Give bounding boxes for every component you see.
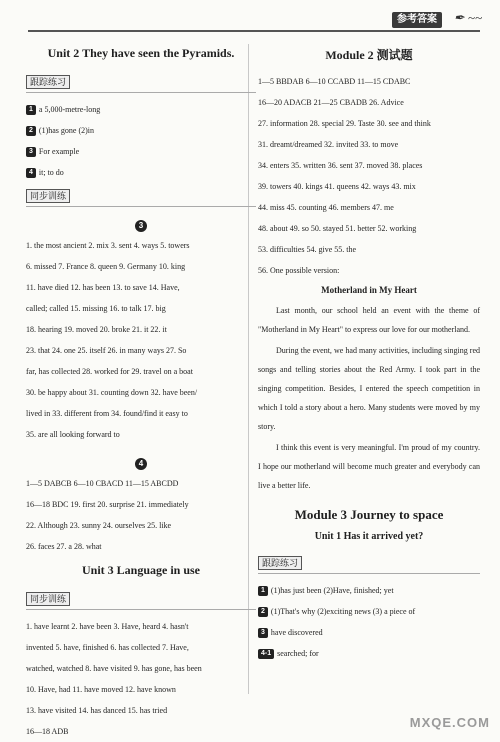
list-item: 2 (1)That's why (2)exciting news (3) a piece of	[258, 601, 480, 622]
answer-line: 44. miss 45. counting 46. members 47. me	[258, 203, 394, 212]
module2-test-title: Module 2 测试题	[325, 48, 413, 62]
essay-paragraph: I think this event is very meaningful. I'm proud of my country. I hope our motherland will become much greater and everybody can live a better life.	[258, 443, 480, 490]
answer-line: 11. have died 12. has been 13. to save 14. Have,	[26, 283, 180, 292]
section-3-answers	[26, 235, 256, 445]
answer-line: 34. enters 35. written 36. sent 37. moved 38. places	[258, 161, 423, 170]
section-4-answers	[26, 473, 256, 557]
list-item: 1 (1)has just been (2)Have, finished; yet	[258, 580, 480, 601]
sync-training-tag: 同步训练	[26, 189, 70, 203]
essay-paragraph: During the event, we had many activities, including singing red songs and telling stories about the Red Army. I took part in the singing competition. Besides, I entered the speech competition in which I told a story about a hero. Many students were moved by my story.	[258, 346, 480, 431]
list-item: 3 For example	[26, 141, 256, 162]
answer-key-badge: 参考答案	[392, 12, 442, 28]
answer-line: watched, watched 8. have visited 9. has gone, has been	[26, 664, 202, 673]
right-column	[258, 44, 480, 664]
answer-line: 39. towers 40. kings 41. queens 42. ways 43. mix	[258, 182, 416, 191]
page-header	[0, 0, 500, 36]
answer-line: 1. the most ancient 2. mix 3. sent 4. ways 5. towers	[26, 241, 190, 250]
answer-line: 31. dreamt/dreamed 32. invited 33. to move	[258, 140, 399, 149]
answer-line: lived in 33. different from 34. found/find it easy to	[26, 409, 188, 418]
tracking-answers-2	[258, 580, 480, 664]
tracking-practice-tag-2: 跟踪练习	[258, 556, 302, 570]
answer-line: far, has collected 28. worked for 29. travel on a boat	[26, 367, 193, 376]
answer-line: called; called 15. missing 16. to talk 17. big	[26, 304, 166, 313]
module2-answers	[258, 71, 480, 281]
answer-line: 6. missed 7. France 8. queen 9. Germany 10. king	[26, 262, 186, 271]
tracking-practice-tag: 跟踪练习	[26, 75, 70, 89]
brand-logo-icon: ✒ ~~	[453, 10, 482, 25]
answer-line: 10. Have, had 11. have moved 12. have known	[26, 685, 176, 694]
answer-line: 22. Although 23. sunny 24. ourselves 25. like	[26, 521, 172, 530]
answer-line: 23. that 24. one 25. itself 26. in many ways 27. So	[26, 346, 187, 355]
answer-line: 16—18 ADB	[26, 727, 69, 736]
module3-title: Module 3 Journey to space	[294, 507, 444, 522]
list-item: 4-1 searched; for	[258, 643, 480, 664]
list-item: 3 have discovered	[258, 622, 480, 643]
tracking-answers-1	[26, 99, 256, 183]
answer-line: 16—20 ADACB 21—25 CBADB 26. Advice	[258, 98, 404, 107]
answer-line: 53. difficulties 54. give 55. the	[258, 245, 357, 254]
answer-line: 27. information 28. special 29. Taste 30. see and think	[258, 119, 431, 128]
answer-line: 30. be happy about 31. counting down 32. have been/	[26, 388, 198, 397]
header-rule	[28, 30, 480, 32]
section-4-marker: 4	[26, 453, 256, 471]
sync-training-tag-2: 同步训练	[26, 592, 70, 606]
answer-line: 48. about 49. so 50. stayed 51. better 52. working	[258, 224, 417, 233]
answer-line: 1—5 BBDAB 6—10 CCABD 11—15 CDABC	[258, 77, 411, 86]
answer-line: 56. One possible version:	[258, 266, 340, 275]
list-item: 4 it; to do	[26, 162, 256, 183]
answer-line: 13. have visited 14. has danced 15. has tried	[26, 706, 168, 715]
answer-line: 16—18 BDC 19. first 20. surprise 21. immediately	[26, 500, 189, 509]
essay-body	[258, 301, 480, 495]
left-column	[26, 44, 256, 742]
answer-line: 1. have learnt 2. have been 3. Have, heard 4. hasn't	[26, 622, 189, 631]
answer-line: 1—5 DABCB 6—10 CBACD 11—15 ABCDD	[26, 479, 179, 488]
list-item: 1 a 5,000-metre-long	[26, 99, 256, 120]
section-3-marker: 3	[26, 215, 256, 233]
answer-line: 26. faces 27. a 28. what	[26, 542, 102, 551]
answer-line: 35. are all looking forward to	[26, 430, 120, 439]
section-5-answers	[26, 616, 256, 742]
answer-line: 18. hearing 19. moved 20. broke 21. it 22. it	[26, 325, 167, 334]
essay-title: Motherland in My Heart	[321, 285, 417, 295]
unit1-title: Unit 1 Has it arrived yet?	[314, 531, 424, 542]
essay-paragraph: Last month, our school held an event with the theme of "Motherland in My Heart" to express our love for our motherland.	[258, 306, 480, 334]
list-item: 2 (1)has gone (2)in	[26, 120, 256, 141]
answer-line: invented 5. have, finished 6. has collected 7. Have,	[26, 643, 189, 652]
unit2-title: Unit 2 They have seen the Pyramids.	[47, 46, 235, 60]
watermark: MXQE.COM	[409, 715, 490, 730]
unit3-title: Unit 3 Language in use	[81, 563, 201, 577]
